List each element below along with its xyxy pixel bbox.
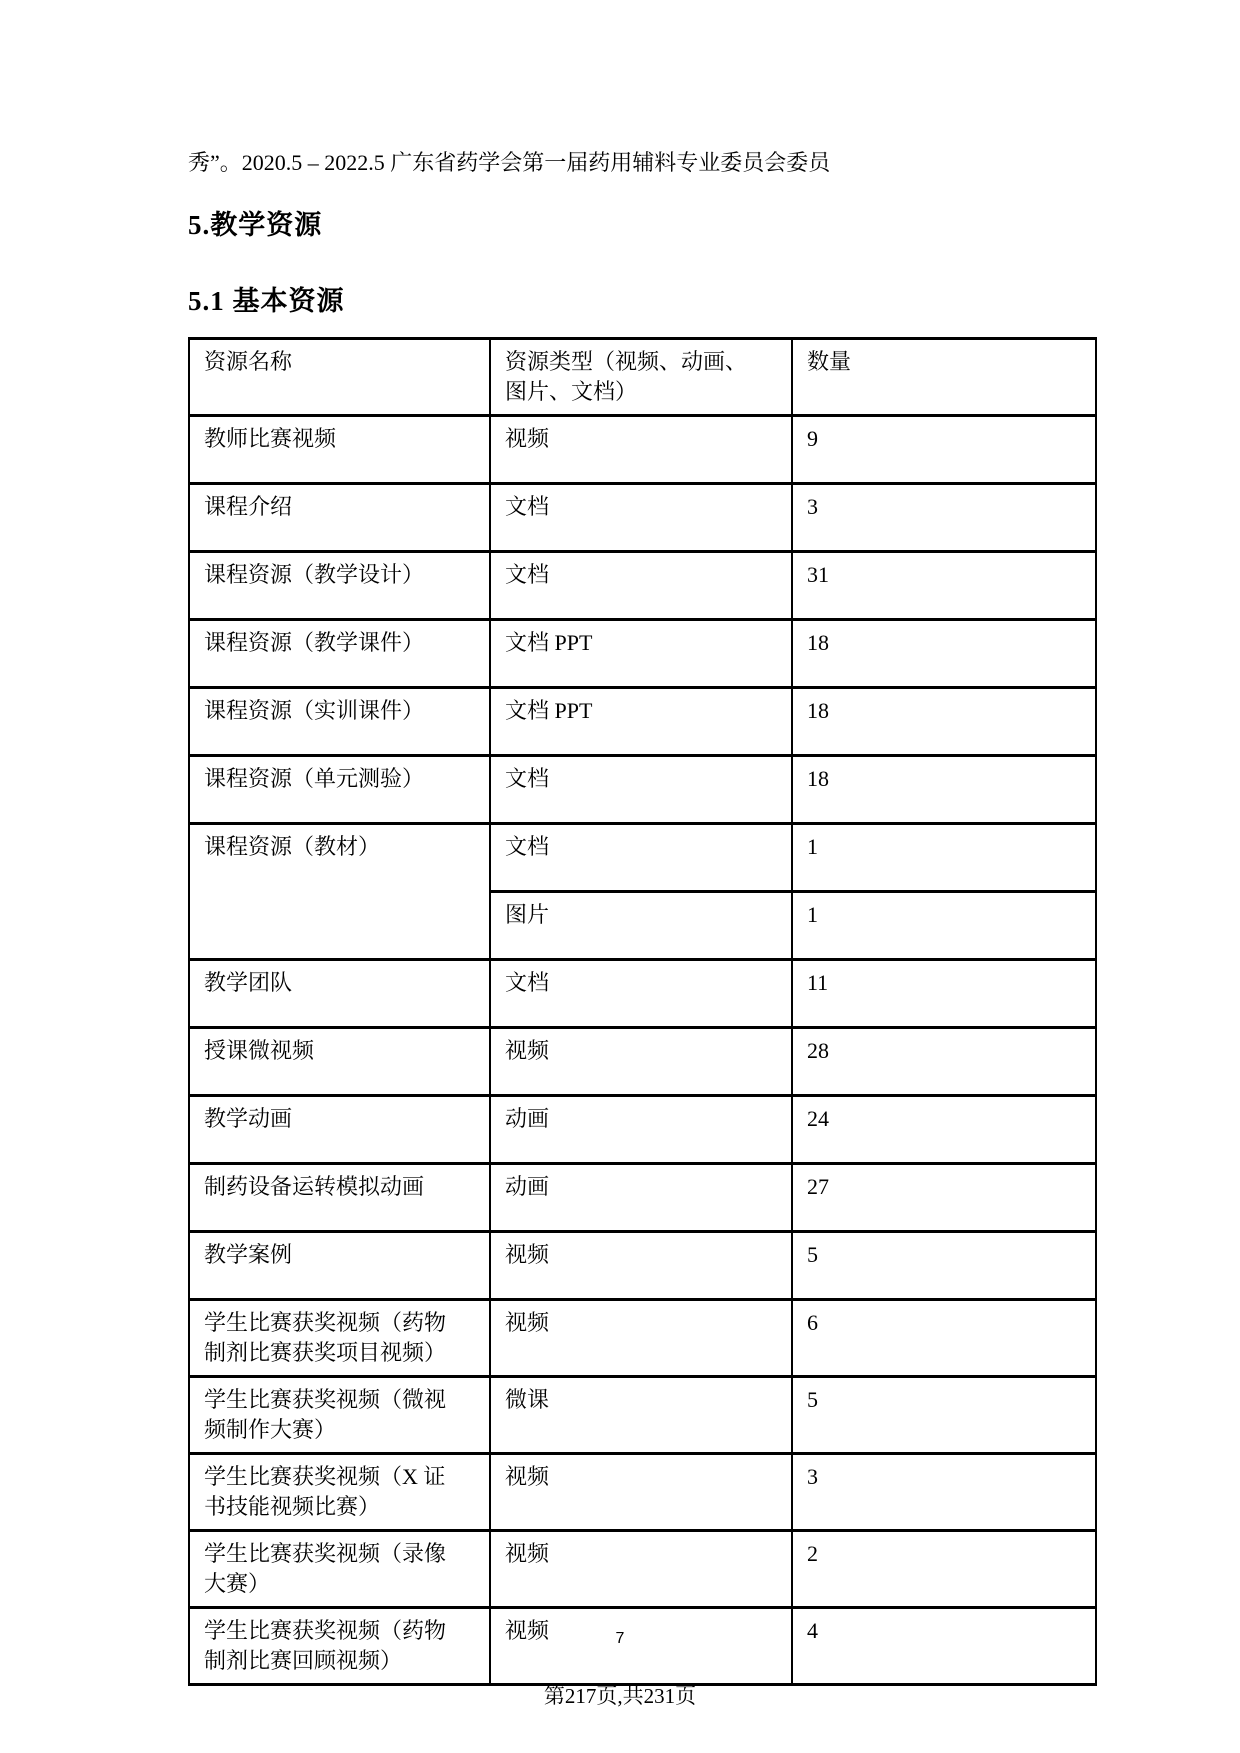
cell-resource-name: 课程介绍 <box>189 484 490 552</box>
page-footer-text: 第217页,共231页 <box>543 1684 697 1708</box>
table-row <box>189 1096 1096 1164</box>
cell-resource-count: 31 <box>792 552 1096 620</box>
cell-resource-name: 课程资源（教学课件） <box>189 620 490 688</box>
column-header-name: 资源名称 <box>189 339 490 416</box>
basic-resources-table <box>188 337 1097 1686</box>
cell-resource-type: 视频 <box>490 1531 792 1608</box>
cell-resource-name: 课程资源（实训课件） <box>189 688 490 756</box>
document-page <box>188 148 1095 1686</box>
cell-resource-count: 28 <box>792 1028 1096 1096</box>
cell-resource-type: 文档 PPT <box>490 620 792 688</box>
table-row <box>189 416 1096 484</box>
cell-resource-type: 视频 <box>490 1232 792 1300</box>
cell-resource-count: 5 <box>792 1377 1096 1454</box>
cell-resource-count: 11 <box>792 960 1096 1028</box>
cell-resource-count: 2 <box>792 1531 1096 1608</box>
cell-resource-name: 学生比赛获奖视频（药物制剂比赛获奖项目视频） <box>189 1300 490 1377</box>
cell-resource-name: 教学团队 <box>189 960 490 1028</box>
cell-resource-type: 微课 <box>490 1377 792 1454</box>
cell-resource-name: 课程资源（教学设计） <box>189 552 490 620</box>
column-header-count: 数量 <box>792 339 1096 416</box>
table-row <box>189 756 1096 824</box>
cell-resource-count: 1 <box>792 824 1096 892</box>
cell-resource-name: 教学动画 <box>189 1096 490 1164</box>
cell-resource-name: 学生比赛获奖视频（X 证书技能视频比赛） <box>189 1454 490 1531</box>
table-row <box>189 1164 1096 1232</box>
cell-resource-type: 视频 <box>490 1608 792 1685</box>
table-row <box>189 960 1096 1028</box>
table-row <box>189 620 1096 688</box>
cell-resource-count: 3 <box>792 484 1096 552</box>
cell-resource-name: 制药设备运转模拟动画 <box>189 1164 490 1232</box>
cell-resource-count: 24 <box>792 1096 1096 1164</box>
page-number: 7 <box>615 1630 625 1647</box>
cell-resource-name: 授课微视频 <box>189 1028 490 1096</box>
table-header-row <box>189 339 1096 416</box>
cell-resource-type: 视频 <box>490 416 792 484</box>
cell-resource-type: 文档 <box>490 756 792 824</box>
cell-resource-name: 课程资源（教材） <box>189 824 490 960</box>
cell-resource-type: 文档 PPT <box>490 688 792 756</box>
cell-resource-type: 文档 <box>490 484 792 552</box>
table-row <box>189 484 1096 552</box>
cell-resource-name: 学生比赛获奖视频（药物制剂比赛回顾视频） <box>189 1608 490 1685</box>
table-row <box>189 1232 1096 1300</box>
cell-resource-type: 文档 <box>490 824 792 892</box>
cell-resource-type: 视频 <box>490 1454 792 1531</box>
cell-resource-count: 18 <box>792 756 1096 824</box>
cell-resource-type: 视频 <box>490 1028 792 1096</box>
cell-resource-count: 1 <box>792 892 1096 960</box>
cell-resource-type: 图片 <box>490 892 792 960</box>
cell-resource-name: 教师比赛视频 <box>189 416 490 484</box>
table-row <box>189 824 1096 892</box>
cell-resource-count: 3 <box>792 1454 1096 1531</box>
column-header-type: 资源类型（视频、动画、图片、文档） <box>490 339 792 416</box>
cell-resource-count: 5 <box>792 1232 1096 1300</box>
cell-resource-count: 18 <box>792 688 1096 756</box>
cell-resource-name: 学生比赛获奖视频（录像大赛） <box>189 1531 490 1608</box>
cell-resource-count: 4 <box>792 1608 1096 1685</box>
cell-resource-name: 课程资源（单元测验） <box>189 756 490 824</box>
cell-resource-name: 教学案例 <box>189 1232 490 1300</box>
intro-paragraph: 秀”。2020.5 – 2022.5 广东省药学会第一届药用辅料专业委员会委员 <box>188 150 831 175</box>
cell-resource-count: 18 <box>792 620 1096 688</box>
cell-resource-type: 文档 <box>490 552 792 620</box>
cell-resource-count: 9 <box>792 416 1096 484</box>
cell-resource-type: 动画 <box>490 1096 792 1164</box>
table-row <box>189 1028 1096 1096</box>
table-row <box>189 688 1096 756</box>
table-row <box>189 1377 1096 1454</box>
cell-resource-count: 6 <box>792 1300 1096 1377</box>
table-row <box>189 1300 1096 1377</box>
table-row <box>189 1454 1096 1531</box>
table-row <box>189 1531 1096 1608</box>
cell-resource-type: 视频 <box>490 1300 792 1377</box>
cell-resource-name: 学生比赛获奖视频（微视频制作大赛） <box>189 1377 490 1454</box>
cell-resource-count: 27 <box>792 1164 1096 1232</box>
cell-resource-type: 动画 <box>490 1164 792 1232</box>
subsection-heading: 5.1 基本资源 <box>188 286 345 316</box>
table-row <box>189 552 1096 620</box>
section-heading: 5.教学资源 <box>188 210 323 240</box>
cell-resource-type: 文档 <box>490 960 792 1028</box>
